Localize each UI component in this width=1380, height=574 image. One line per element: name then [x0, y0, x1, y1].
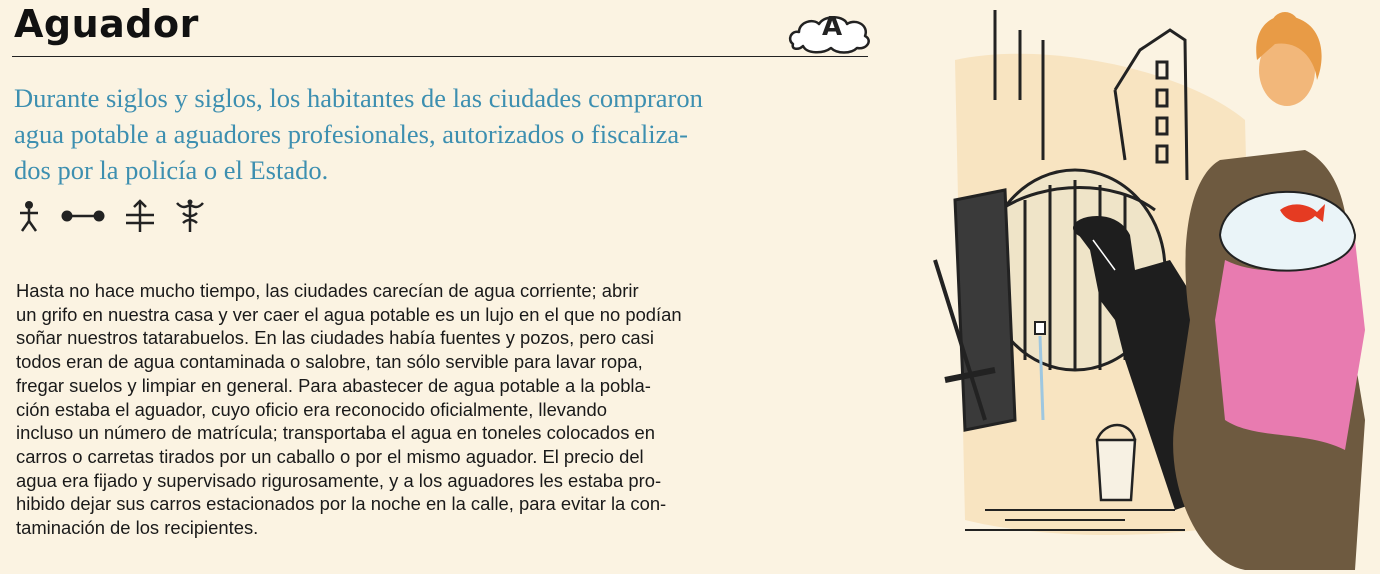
- body-line: fregar suelos y limpiar en general. Para abastecer de agua potable a la pobla-: [16, 374, 651, 396]
- body-line: soñar nuestros tatarabuelos. En las ciudades había fuentes y pozos, pero casi: [16, 327, 654, 349]
- body-line: incluso un número de matrícula; transportaba el agua en toneles colocados en: [16, 422, 655, 444]
- lead-line: agua potable a aguadores profesionales, autorizados o fiscaliza-: [14, 119, 688, 149]
- lead-line: dos por la policía o el Estado.: [14, 155, 329, 185]
- cross-arrow-icon: [122, 199, 158, 233]
- body-line: taminación de los recipientes.: [16, 517, 259, 539]
- body-line: agua era fijado y supervisado rigurosamente, y a los aguadores les estaba pro-: [16, 469, 662, 491]
- body-line: Hasta no hace mucho tiempo, las ciudades carecían de agua corriente; abrir: [16, 280, 639, 301]
- lead-line: Durante siglos y siglos, los habitantes de las ciudades compraron: [14, 83, 703, 113]
- badge-letter: A: [822, 12, 843, 42]
- article-title: Aguador: [14, 2, 199, 46]
- body-line: un grifo en nuestra casa y ver caer el agua potable es un lujo en el que no podían: [16, 303, 682, 325]
- body-line: todos eran de agua contaminada o salobre, tan sólo servible para lavar ropa,: [16, 351, 643, 373]
- body-line: hibido dejar sus carros estacionados por la noche en la calle, para evitar la con-: [16, 493, 667, 515]
- body-paragraph: [16, 279, 876, 540]
- caduceus-icon: [174, 199, 206, 233]
- body-line: ción estaba el aguador, cuyo oficio era reconocido oficialmente, llevando: [16, 398, 607, 420]
- title-rule: [12, 56, 868, 57]
- category-symbols: [14, 198, 206, 234]
- dumbbell-icon: [60, 199, 106, 233]
- person-icon: [14, 199, 44, 233]
- body-line: carros o carretas tirados por un caballo o por el mismo aguador. El precio del: [16, 445, 644, 467]
- water-carrier-illustration: [925, 0, 1380, 574]
- lead-paragraph: [14, 80, 884, 188]
